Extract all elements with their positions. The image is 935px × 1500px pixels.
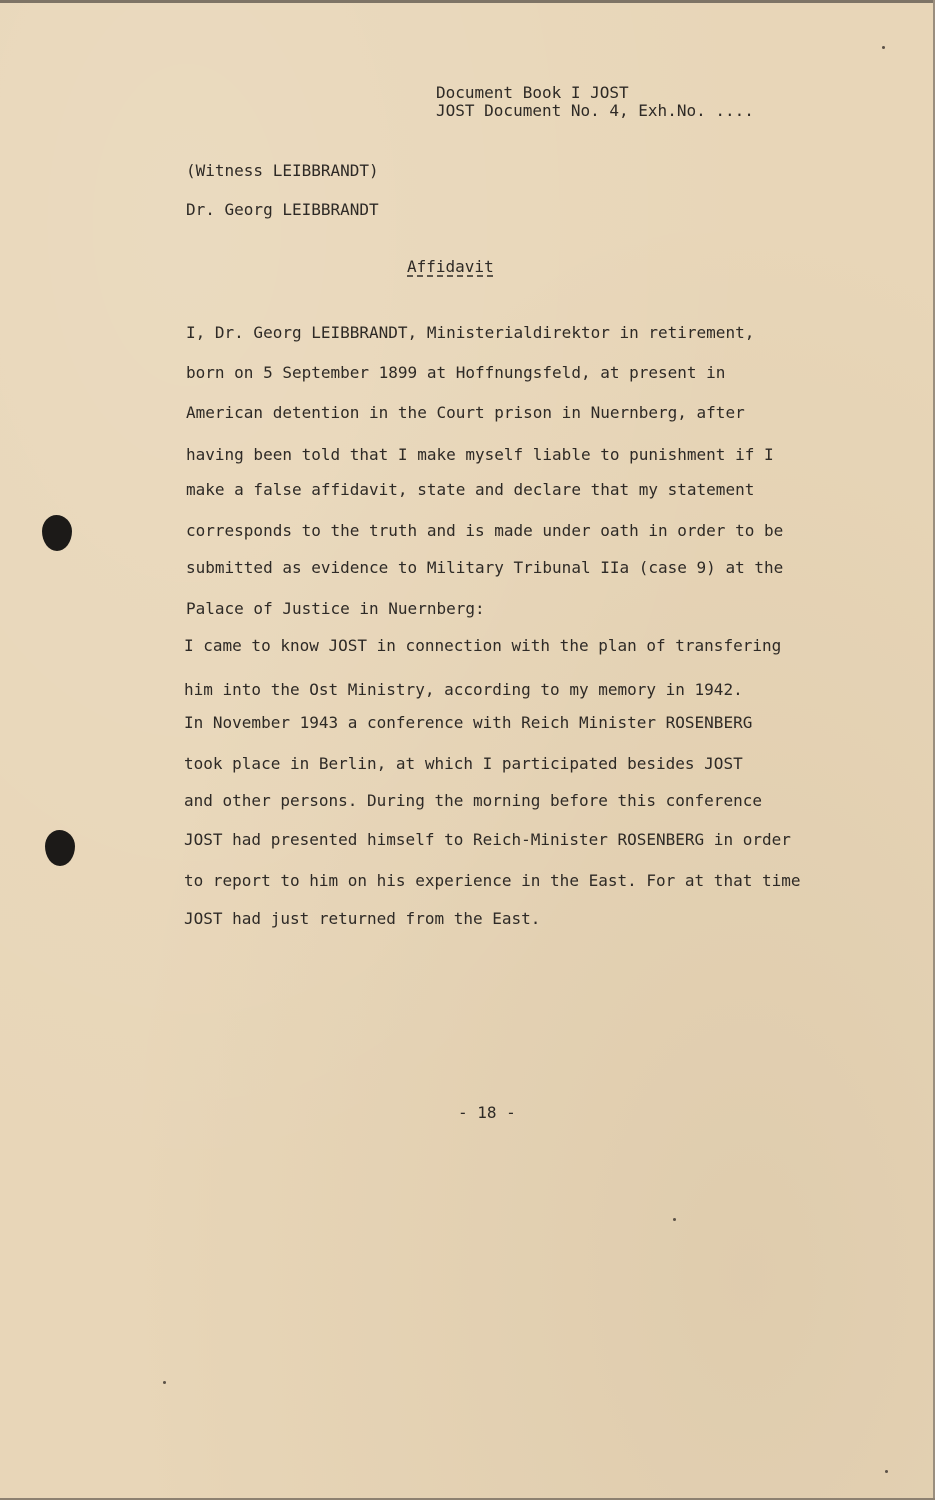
paper-speck <box>882 46 885 49</box>
body-line: having been told that I make myself liable to punishment if I <box>186 445 774 464</box>
name-line: Dr. Georg LEIBBRANDT <box>186 200 379 219</box>
document-book-line: Document Book I JOST <box>436 83 629 102</box>
body-line: JOST had presented himself to Reich-Minister ROSENBERG in order <box>184 830 791 849</box>
document-number-line: JOST Document No. 4, Exh.No. .... <box>436 101 754 120</box>
punch-hole-icon <box>45 830 75 866</box>
body-line: to report to him on his experience in the East. For at that time <box>184 871 801 890</box>
body-line: In November 1943 a conference with Reich Minister ROSENBERG <box>184 713 753 732</box>
affidavit-title: Affidavit <box>407 257 494 276</box>
paper-speck <box>673 1218 676 1221</box>
body-line: and other persons. During the morning before this conference <box>184 791 762 810</box>
body-line: Palace of Justice in Nuernberg: <box>186 599 485 618</box>
witness-line: (Witness LEIBBRANDT) <box>186 161 379 180</box>
body-line: him into the Ost Ministry, according to my memory in 1942. <box>184 680 743 699</box>
top-edge <box>0 0 935 3</box>
body-line: corresponds to the truth and is made under oath in order to be <box>186 521 784 540</box>
body-line: took place in Berlin, at which I participated besides JOST <box>184 754 743 773</box>
punch-hole-icon <box>42 515 72 551</box>
page-number: - 18 - <box>458 1103 516 1122</box>
body-line: American detention in the Court prison in Nuernberg, after <box>186 403 745 422</box>
body-line: I, Dr. Georg LEIBBRANDT, Ministerialdirektor in retirement, <box>186 323 755 342</box>
paper-speck <box>885 1470 888 1473</box>
body-line: JOST had just returned from the East. <box>184 909 541 928</box>
paper-speck <box>163 1381 166 1384</box>
body-line: make a false affidavit, state and declare that my statement <box>186 480 755 499</box>
body-line: born on 5 September 1899 at Hoffnungsfeld, at present in <box>186 363 726 382</box>
body-line: submitted as evidence to Military Tribunal IIa (case 9) at the <box>186 558 784 577</box>
body-line: I came to know JOST in connection with the plan of transfering <box>184 636 782 655</box>
